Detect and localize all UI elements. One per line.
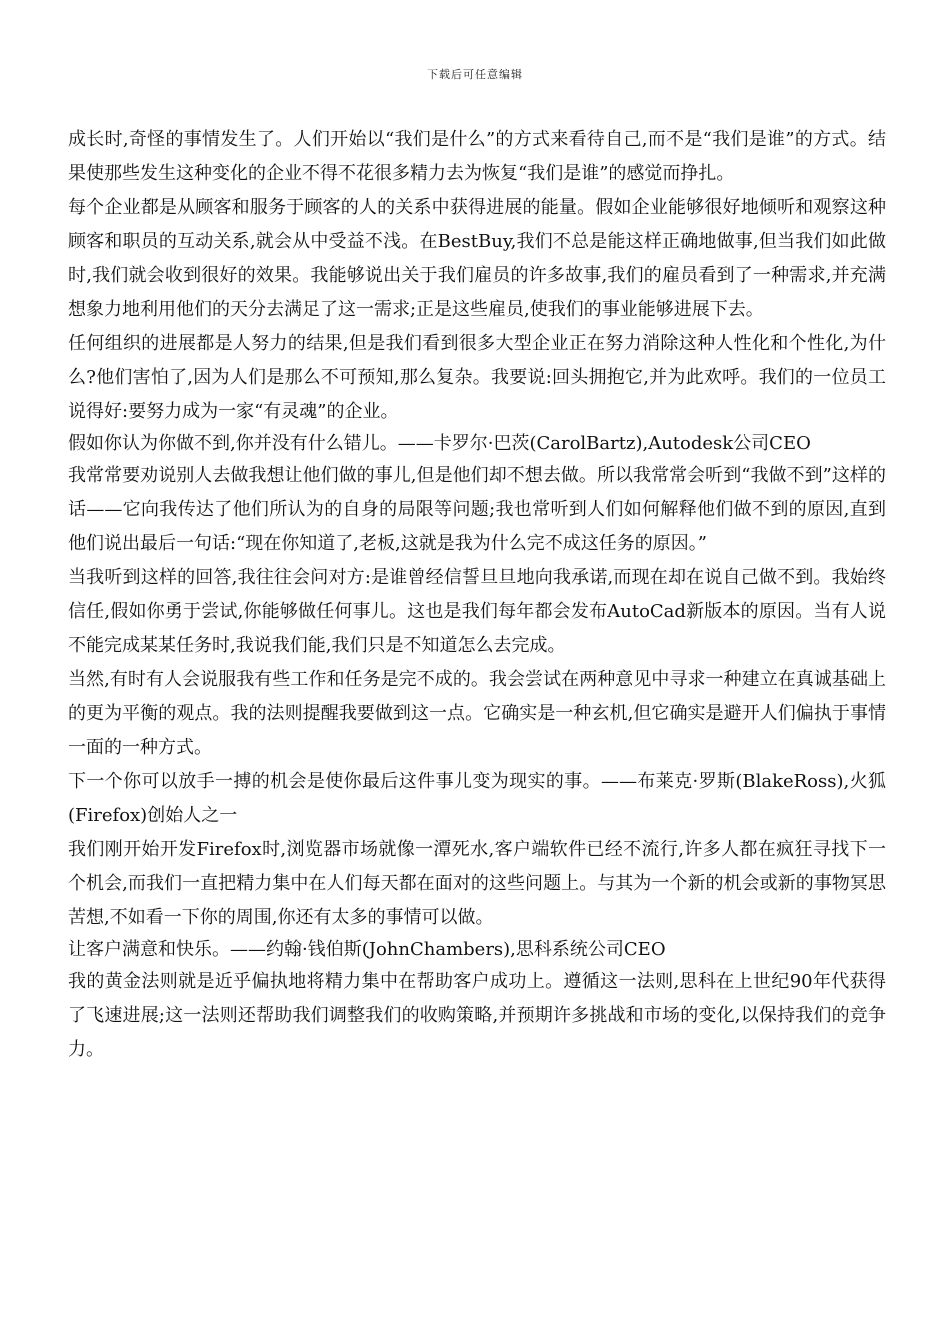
paragraph: 成长时,奇怪的事情发生了。人们开始以“我们是什么”的方式来看待自己,而不是“我们是谁”的方式。结果使那些发生这种变化的企业不得不花很多精力去为恢复“我们是谁”的感觉而挣扎。 <box>68 129 886 184</box>
paragraph: 我们刚开始开发Firefox时,浏览器市场就像一潭死水,客户端软件已经不流行,许多人都在疯狂寻找下一个机会,而我们一直把精力集中在人们每天都在面对的这些问题上。与其为一个新的机会或新的事物冥思苦想,不如看一下你的周围,你还有太多的事情可以做。 <box>68 839 886 928</box>
paragraph: 我常常要劝说别人去做我想让他们做的事儿,但是他们却不想去做。所以我常常会听到“我做不到”这样的话——它向我传达了他们所认为的自身的局限等问题;我也常听到人们如何解释他们做不到的原因,直到他们说出最后一句话:“现在你知道了,老板,这就是我为什么完不成这任务的原因。” <box>68 465 886 554</box>
paragraph: 当然,有时有人会说服我有些工作和任务是完不成的。我会尝试在两种意见中寻求一种建立在真诚基础上的更为平衡的观点。我的法则提醒我要做到这一点。它确实是一种玄机,但它确实是避开人们偏执于事情一面的一种方式。 <box>68 669 886 758</box>
quote-heading: 假如你认为你做不到,你并没有什么错儿。——卡罗尔·巴茨(CarolBartz),Autodesk公司CEO <box>68 433 811 454</box>
paragraph: 当我听到这样的回答,我往往会问对方:是谁曾经信誓旦旦地向我承诺,而现在却在说自己做不到。我始终信任,假如你勇于尝试,你能够做任何事儿。这也是我们每年都会发布AutoCad新版本的原因。当有人说不能完成某某任务时,我说我们能,我们只是不知道怎么去完成。 <box>68 567 886 656</box>
quote-heading: 让客户满意和快乐。——约翰·钱伯斯(JohnChambers),思科系统公司CEO <box>68 939 666 960</box>
page-header: 下载后可任意编辑 <box>427 68 523 81</box>
document-body <box>68 123 886 1067</box>
paragraph: 每个企业都是从顾客和服务于顾客的人的关系中获得进展的能量。假如企业能够很好地倾听和观察这种顾客和职员的互动关系,就会从中受益不浅。在BestBuy,我们不总是能这样正确地做事,但当我们如此做时,我们就会收到很好的效果。我能够说出关于我们雇员的许多故事,我们的雇员看到了一种需求,并充满想象力地利用他们的天分去满足了这一需求;正是这些雇员,使我们的事业能够进展下去。 <box>68 197 886 320</box>
quote-heading: 下一个你可以放手一搏的机会是使你最后这件事儿变为现实的事。——布莱克·罗斯(BlakeRoss),火狐(Firefox)创始人之一 <box>68 771 886 826</box>
paragraph: 我的黄金法则就是近乎偏执地将精力集中在帮助客户成功上。遵循这一法则,思科在上世纪90年代获得了飞速进展;这一法则还帮助我们调整我们的收购策略,并预期许多挑战和市场的变化,以保持我们的竞争力。 <box>68 971 886 1060</box>
paragraph: 任何组织的进展都是人努力的结果,但是我们看到很多大型企业正在努力消除这种人性化和个性化,为什么?他们害怕了,因为人们是那么不可预知,那么复杂。我要说:回头拥抱它,并为此欢呼。我们的一位员工说得好:要努力成为一家“有灵魂”的企业。 <box>68 333 886 422</box>
